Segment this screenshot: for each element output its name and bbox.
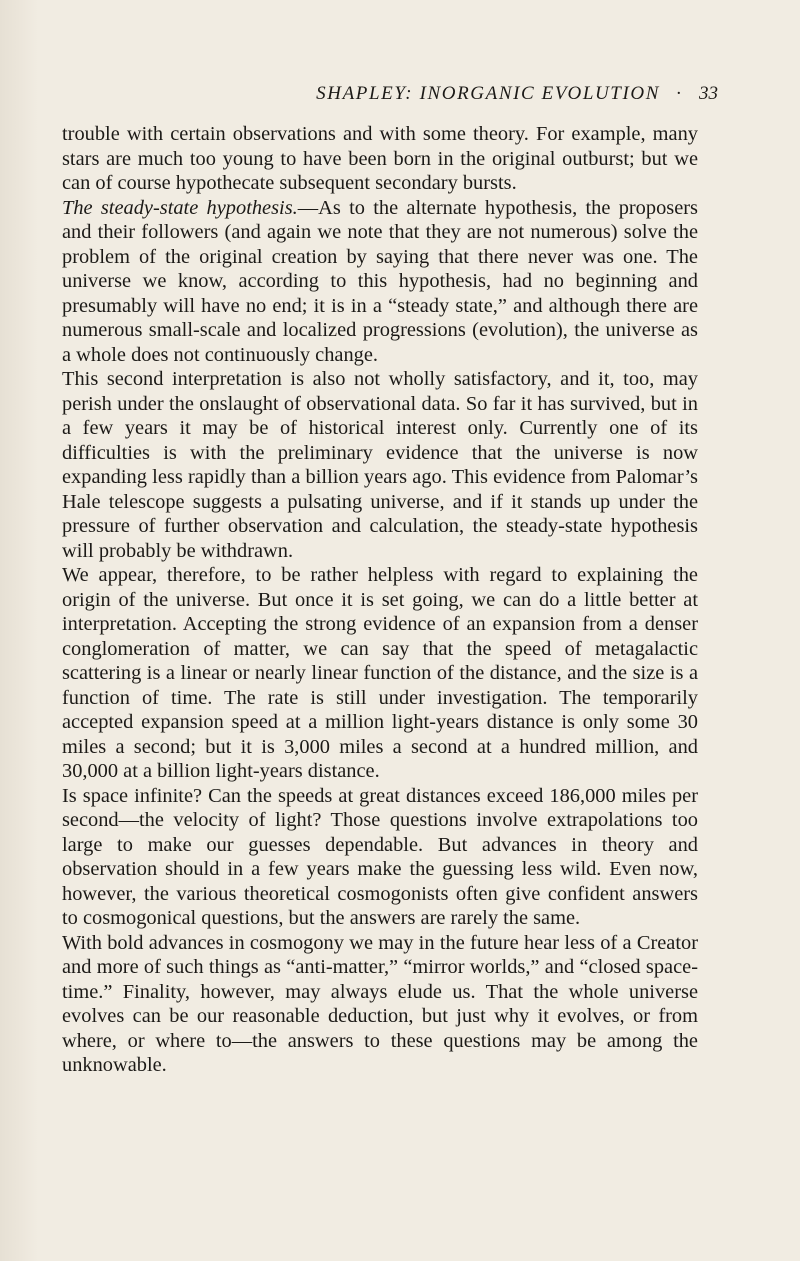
page-number: 33 bbox=[699, 83, 718, 104]
page-body bbox=[62, 122, 698, 1078]
page-gutter-shadow bbox=[0, 0, 38, 1261]
paragraph-text: trouble with certain observations and with some theory. For example, many stars are much too young to have been born in the original outburst; but we can of course hypothecate subsequent secondary bursts. bbox=[62, 123, 698, 194]
paragraph-text: With bold advances in cosmogony we may in the future hear less of a Creator and more of such things as “anti-matter,” “mirror worlds,” and “closed space-time.” Finality, however, may always elude us. That the whole universe evolves can be our reasonable deduction, but just why it evolves, or from where, or where to—the answers to these questions may be among the unknowable. bbox=[62, 931, 698, 1076]
paragraph-text: —As to the alternate hypothesis, the proposers and their followers (and again we note that they are not numerous) solve the problem of the original creation by saying that there never was one. The universe we know, according to this hypothesis, had no beginning and presumably will have no end; it is in a “steady state,” and although there are numerous small-scale and localized progressions (evolution), the universe as a whole does not continuously change. bbox=[62, 196, 698, 366]
paragraph-1 bbox=[62, 122, 698, 196]
paragraph-text: Is space infinite? Can the speeds at great distances exceed 186,000 miles per second—the velocity of light? Those questions involve extrapolations too large to make our guesses dependable. But advances in theory and observation should in a few years make the guessing less wild. Even now, however, the various theoretical cosmogonists often give confident answers to cosmogonical questions, but the answers are rarely the same. bbox=[62, 784, 698, 929]
running-header bbox=[60, 83, 718, 109]
paragraph-4 bbox=[62, 563, 698, 784]
running-title: SHAPLEY: INORGANIC EVOLUTION bbox=[316, 83, 660, 104]
paragraph-text: This second interpretation is also not wholly satisfactory, and it, too, may perish under the onslaught of observational data. So far it has survived, but in a few years it may be of historical interest only. Currently one of its difficulties is with the preliminary evidence that the universe is now expanding less rapidly than a billion years ago. This evidence from Palomar’s Hale telescope suggests a pulsating universe, and if it stands up under the pressure of further observation and calculation, the steady-state hypothesis will probably be withdrawn. bbox=[62, 368, 698, 562]
paragraph-5 bbox=[62, 784, 698, 931]
paragraph-3 bbox=[62, 367, 698, 563]
paragraph-6 bbox=[62, 931, 698, 1078]
section-run-in-heading: The steady-state hypothesis. bbox=[62, 196, 298, 219]
paragraph-2 bbox=[62, 196, 698, 368]
header-separator: · bbox=[675, 83, 682, 104]
paragraph-text: We appear, therefore, to be rather helpless with regard to explaining the origin of the universe. But once it is set going, we can do a little better at interpretation. Accepting the strong evidence of an expansion from a denser conglomeration of matter, we can say that the speed of metagalactic scattering is a linear or nearly linear function of the distance, and the size is a function of time. The rate is still under investigation. The temporarily accepted expansion speed at a million light-years distance is only some 30 miles a second; but it is 3,000 miles a second at a hundred million, and 30,000 at a billion light-years distance. bbox=[62, 564, 698, 782]
